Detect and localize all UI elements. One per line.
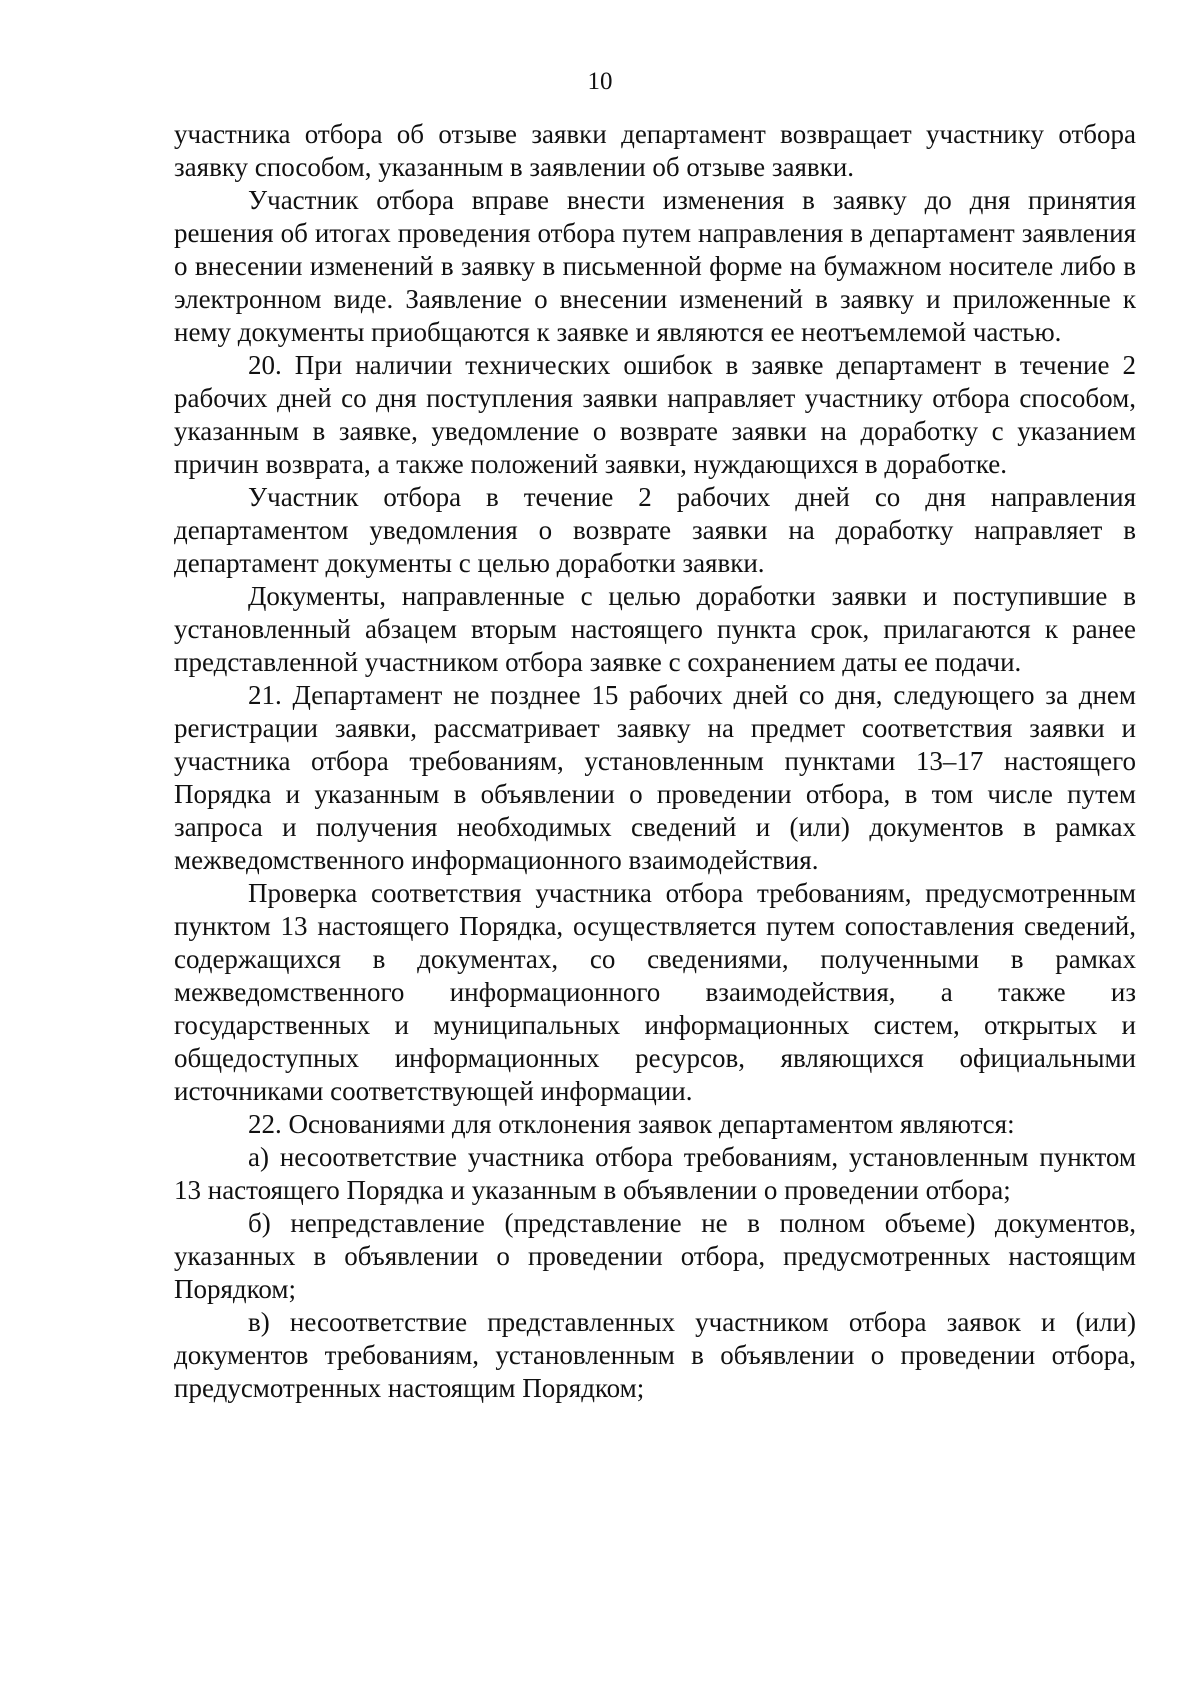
paragraph-11: в) несоответствие представленных участником отбора заявок и (или) документов требованиям, установленным в объявлении о проведении отбора, предусмотренных настоящим Порядком; [174,1307,1136,1403]
paragraph-6: 21. Департамент не позднее 15 рабочих дней со дня, следующего за днем регистрации заявки, рассматривает заявку на предмет соответствия заявки и участника отбора требованиям, установленным пунктами 13–17 настоящего Порядка и указанным в объявлении о проведении отбора, в том числе путем запроса и получения необходимых сведений и (или) документов в рамках межведомственного информационного взаимодействия. [174,680,1136,875]
paragraph-1: участника отбора об отзыве заявки департамент возвращает участнику отбора заявку способом, указанным в заявлении об отзыве заявки. [174,119,1136,182]
paragraph-5: Документы, направленные с целью доработки заявки и поступившие в установленный абзацем вторым настоящего пункта срок, прилагаются к ранее представленной участником отбора заявке с сохранением даты ее подачи. [174,581,1136,677]
paragraph-9: а) несоответствие участника отбора требованиям, установленным пунктом 13 настоящего Порядка и указанным в объявлении о проведении отбора; [174,1142,1136,1205]
paragraph-2: Участник отбора вправе внести изменения в заявку до дня принятия решения об итогах проведения отбора путем направления в департамент заявления о внесении изменений в заявку в письменной форме на бумажном носителе либо в электронном виде. Заявление о внесении изменений в заявку и приложенные к нему документы приобщаются к заявке и являются ее неотъемлемой частью. [174,185,1136,347]
paragraph-8: 22. Основаниями для отклонения заявок департаментом являются: [248,1109,1015,1139]
paragraph-7: Проверка соответствия участника отбора требованиям, предусмотренным пунктом 13 настоящего Порядка, осуществляется путем сопоставления сведений, содержащихся в документах, со сведениями, полученными в рамках межведомственного информационного взаимодействия, а также из государственных и муниципальных информационных систем, открытых и общедоступных информационных ресурсов, являющихся официальными источниками соответствующей информации. [174,878,1136,1106]
page-number: 10 [587,68,613,95]
document-body [174,118,1136,1405]
paragraph-3: 20. При наличии технических ошибок в заявке департамент в течение 2 рабочих дней со дня поступления заявки направляет участнику отбора способом, указанным в заявке, уведомление о возврате заявки на доработку с указанием причин возврата, а также положений заявки, нуждающихся в доработке. [174,350,1136,479]
paragraph-10: б) непредставление (представление не в полном объеме) документов, указанных в объявлении о проведении отбора, предусмотренных настоящим Порядком; [174,1208,1136,1304]
paragraph-4: Участник отбора в течение 2 рабочих дней со дня направления департаментом уведомления о возврате заявки на доработку направляет в департамент документы с целью доработки заявки. [174,482,1136,578]
